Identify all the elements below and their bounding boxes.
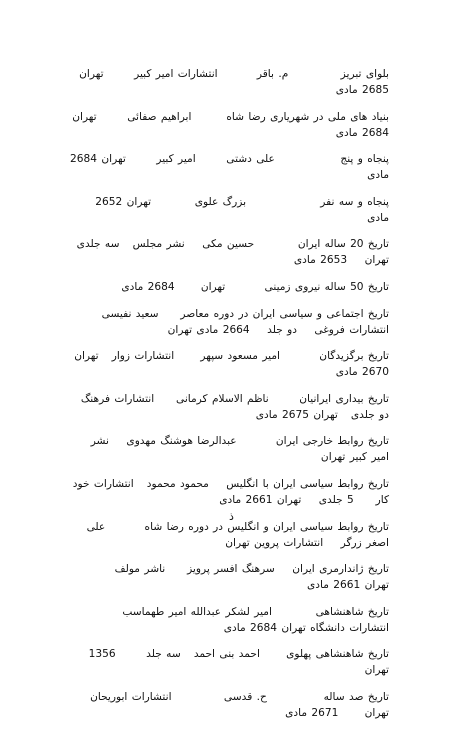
bibliography-entry: تاریخ شاهنشاهی پهلوی احمد بنی احمد سه جلد 1356 تهران <box>84 648 389 677</box>
bibliography-entry: تاریخ روابط خارجی ایران عبدالرضا هوشنگ مهدوی نشر امیر کبیر تهران <box>86 435 389 464</box>
bibliography-entry: تاریخ 20 ساله ایران حسین مکی نشر مجلس سه جلدی تهران 2653 مادی <box>59 238 389 267</box>
bibliography-entry: بلوای تبریز م. باقر انتشارات امیر کبیر تهران 2685 مادی <box>74 68 389 96</box>
page-number: ذ <box>229 510 234 523</box>
bibliography-entry: تاریخ صد ساله ح. قدسی انتشارات ابوریحان تهران 2671 مادی <box>68 690 389 719</box>
bibliography-entry: تاریخ روابط سیاسی ایران با انگلیس محمود محمود انتشارات خود کار 5 جلدی تهران 2661 مادی <box>68 477 389 506</box>
bibliography-entry: تاریخ بیداری ایرانیان ناظم الاسلام کرمانی انتشارات فرهنگ دو جلدی تهران 2675 مادی <box>72 392 389 421</box>
bibliography-entry: بنیاد های ملی در شهریاری رضا شاه ابراهیم صفائی تهران 2684 مادی <box>67 110 389 139</box>
bibliography-entry: تاریخ ژاندارمری ایران سرهنگ افسر پرویز ناشر مولف تهران 2661 مادی <box>88 563 389 592</box>
bibliography-list <box>59 66 389 732</box>
bibliography-entry: تاریخ اجتماعی و سیاسی ایران در دوره معاصر سعید نفیسی انتشارات فروغی دو جلد 2664 مادی تهران <box>88 307 389 336</box>
bibliography-entry: تاریخ 50 ساله نیروی زمینی تهران 2684 مادی <box>121 280 389 293</box>
bibliography-entry: تاریخ شاهنشاهی امیر لشکر عبدالله امیر طهماسب انتشارات دانشگاه تهران 2684 مادی <box>100 605 389 634</box>
bibliography-entry: پنجاه و سه نفر بزرگ علوی تهران 2652 مادی <box>90 195 389 224</box>
bibliography-entry: تاریخ برگزیدگان امیر مسعود سپهر انتشارات زوار تهران 2670 مادی <box>69 350 389 379</box>
bibliography-entry: پنجاه و پنج علی دشتی امیر کبیر تهران 2684 مادی <box>65 153 389 182</box>
bibliography-entry: تاریخ روابط سیاسی ایران و انگلیس در دوره رضا شاه علی اصغر زرگر انتشارات پروین تهران <box>82 520 389 549</box>
